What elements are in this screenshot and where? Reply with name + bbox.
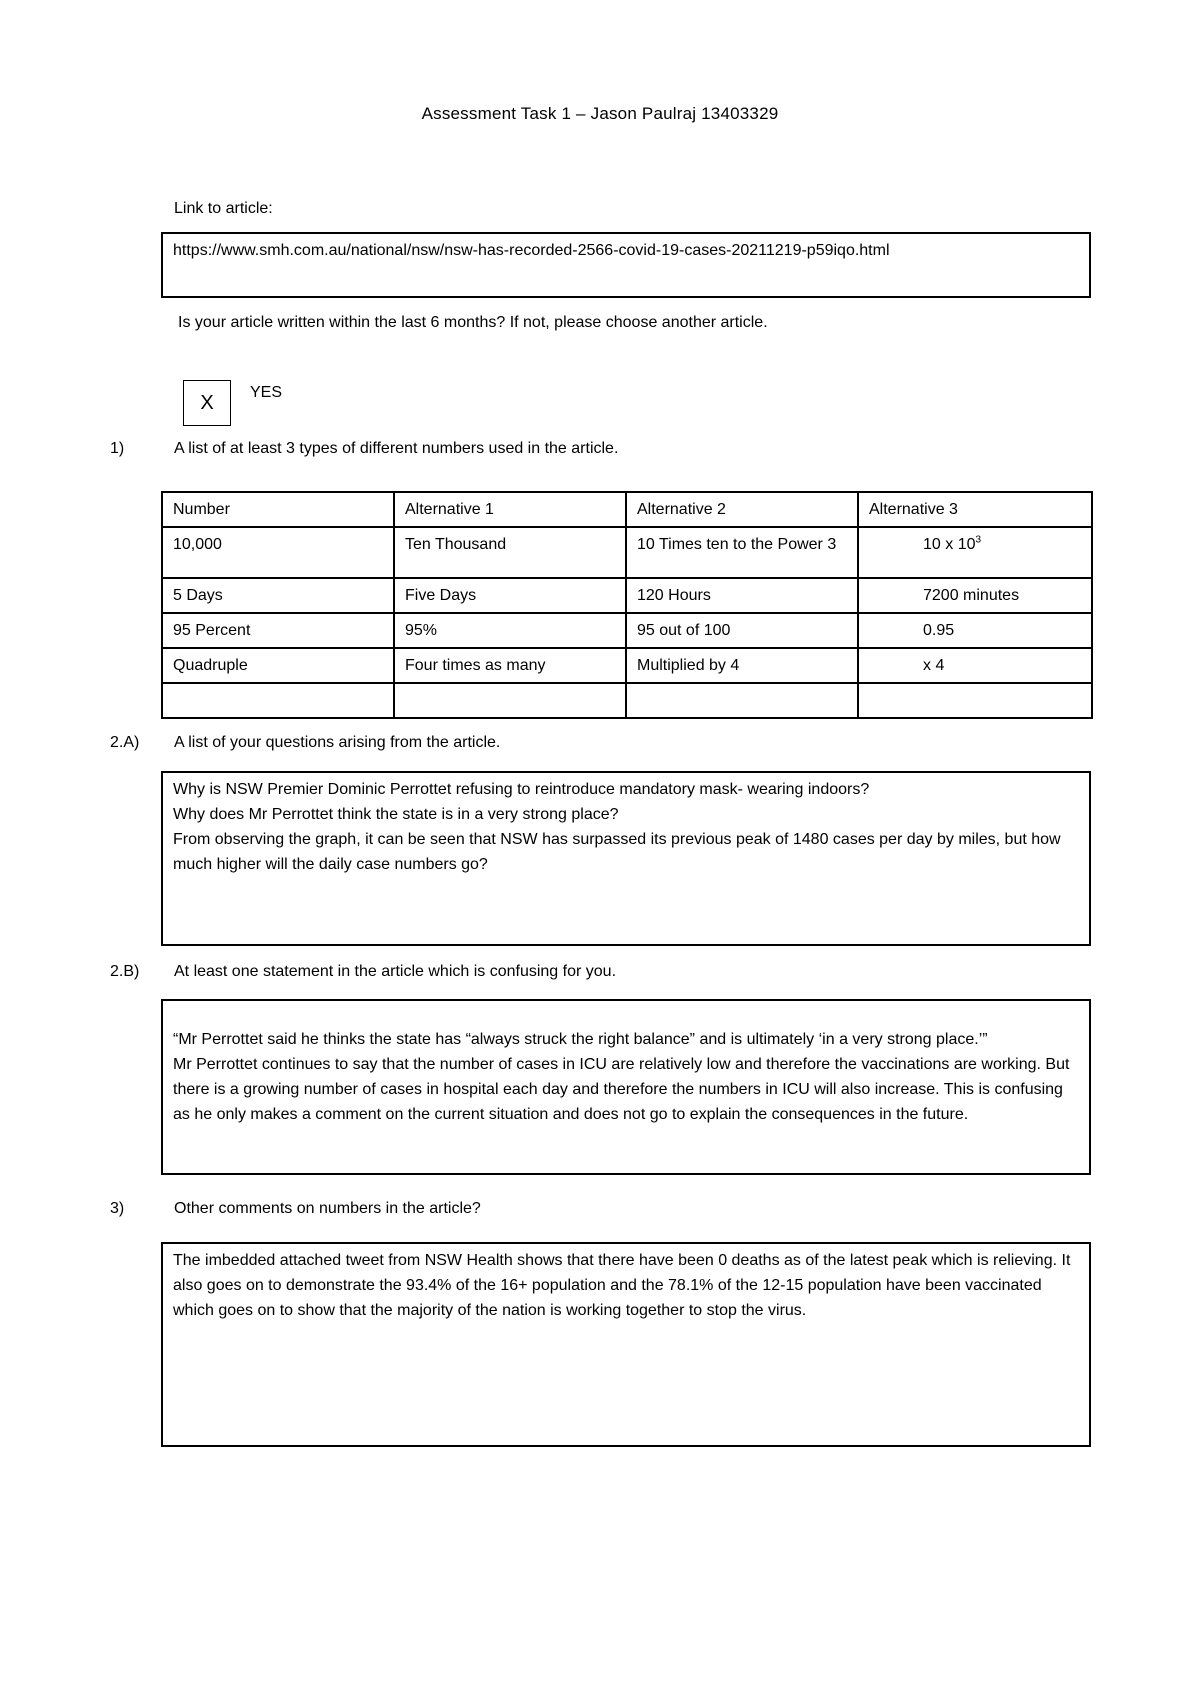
- answer-line: The imbedded attached tweet from NSW Health shows that there have been 0 deaths as of the latest peak which is relieving. It also goes on to demonstrate the 93.4% of the 16+ population and the 78.1% of the 12-15 population have been vaccinated which goes on to show that the majority of the nation is working together to stop the virus.: [173, 1252, 1071, 1319]
- table-cell: [858, 683, 1092, 718]
- article-link[interactable]: https://www.smh.com.au/national/nsw/nsw-has-recorded-2566-covid-19-cases-20211219-p59iqo.html: [173, 242, 890, 259]
- table-cell: [394, 683, 626, 718]
- q2a-text: A list of your questions arising from the article.: [174, 734, 501, 751]
- q1-number: 1): [110, 440, 125, 457]
- table-header-row: [162, 492, 1092, 527]
- q1-text: A list of at least 3 types of different numbers used in the article.: [174, 440, 619, 457]
- header-cell: Alternative 2: [626, 492, 858, 527]
- link-label: Link to article:: [174, 200, 273, 217]
- table-cell: [858, 527, 1092, 578]
- table-cell: Four times as many: [394, 648, 626, 683]
- answer-line: “Mr Perrottet said he thinks the state has “always struck the right balance” and is ultimately ‘in a very strong place.’”: [173, 1031, 988, 1048]
- table-row: [162, 683, 1092, 718]
- q3-answer-box: [161, 1242, 1091, 1447]
- table-cell: Ten Thousand: [394, 527, 626, 578]
- q2b-number: 2.B): [110, 963, 140, 980]
- table-cell: 10 Times ten to the Power 3: [626, 527, 858, 578]
- q3-number: 3): [110, 1200, 125, 1217]
- q2a-answer-box: [161, 771, 1091, 946]
- cell-exponent: 3: [975, 534, 982, 546]
- q2b-answer-box: [161, 999, 1091, 1175]
- table-row: [162, 648, 1092, 683]
- table-row: [162, 578, 1092, 613]
- header-cell: Number: [162, 492, 394, 527]
- answer-line: Mr Perrottet continues to say that the number of cases in ICU are relatively low and therefore the vaccinations are working. But there is a growing number of cases in hospital each day and therefore the numbers in ICU will also increase. This is confusing as he only makes a comment on the current situation and does not go to explain the consequences in the future.: [173, 1056, 1070, 1123]
- header-cell: Alternative 1: [394, 492, 626, 527]
- q2a-number: 2.A): [110, 734, 140, 751]
- header-cell: Alternative 3: [858, 492, 1092, 527]
- cell-base: 10 x 10: [923, 536, 976, 553]
- table-cell: 95 out of 100: [626, 613, 858, 648]
- recency-answer: YES: [250, 384, 283, 401]
- table-cell: Multiplied by 4: [626, 648, 858, 683]
- table-cell: Quadruple: [162, 648, 394, 683]
- table-cell: 120 Hours: [626, 578, 858, 613]
- link-box: [161, 232, 1091, 298]
- numbers-table: [161, 491, 1093, 719]
- answer-line: Why is NSW Premier Dominic Perrottet refusing to reintroduce mandatory mask- wearing indoors?: [173, 781, 870, 798]
- table-cell: 5 Days: [162, 578, 394, 613]
- table-cell: x 4: [858, 648, 1092, 683]
- table-cell: [626, 683, 858, 718]
- table-cell: Five Days: [394, 578, 626, 613]
- answer-line: Why does Mr Perrottet think the state is in a very strong place?: [173, 806, 619, 823]
- q3-text: Other comments on numbers in the article?: [174, 1200, 481, 1217]
- answer-line: From observing the graph, it can be seen that NSW has surpassed its previous peak of 1480 cases per day by miles, but how much higher will the daily case numbers go?: [173, 831, 1061, 873]
- table-cell: 7200 minutes: [858, 578, 1092, 613]
- table-cell: [162, 683, 394, 718]
- page-title: Assessment Task 1 – Jason Paulraj 13403329: [421, 104, 779, 123]
- table-row: [162, 527, 1092, 578]
- q2b-text: At least one statement in the article which is confusing for you.: [174, 963, 617, 980]
- recency-checkbox[interactable]: [183, 380, 231, 426]
- table-cell: 10,000: [162, 527, 394, 578]
- checkbox-mark: X: [200, 391, 214, 414]
- table-row: [162, 613, 1092, 648]
- table-cell: 95%: [394, 613, 626, 648]
- table-cell: 0.95: [858, 613, 1092, 648]
- recency-question: Is your article written within the last 6 months? If not, please choose another article.: [178, 314, 768, 331]
- table-cell: 95 Percent: [162, 613, 394, 648]
